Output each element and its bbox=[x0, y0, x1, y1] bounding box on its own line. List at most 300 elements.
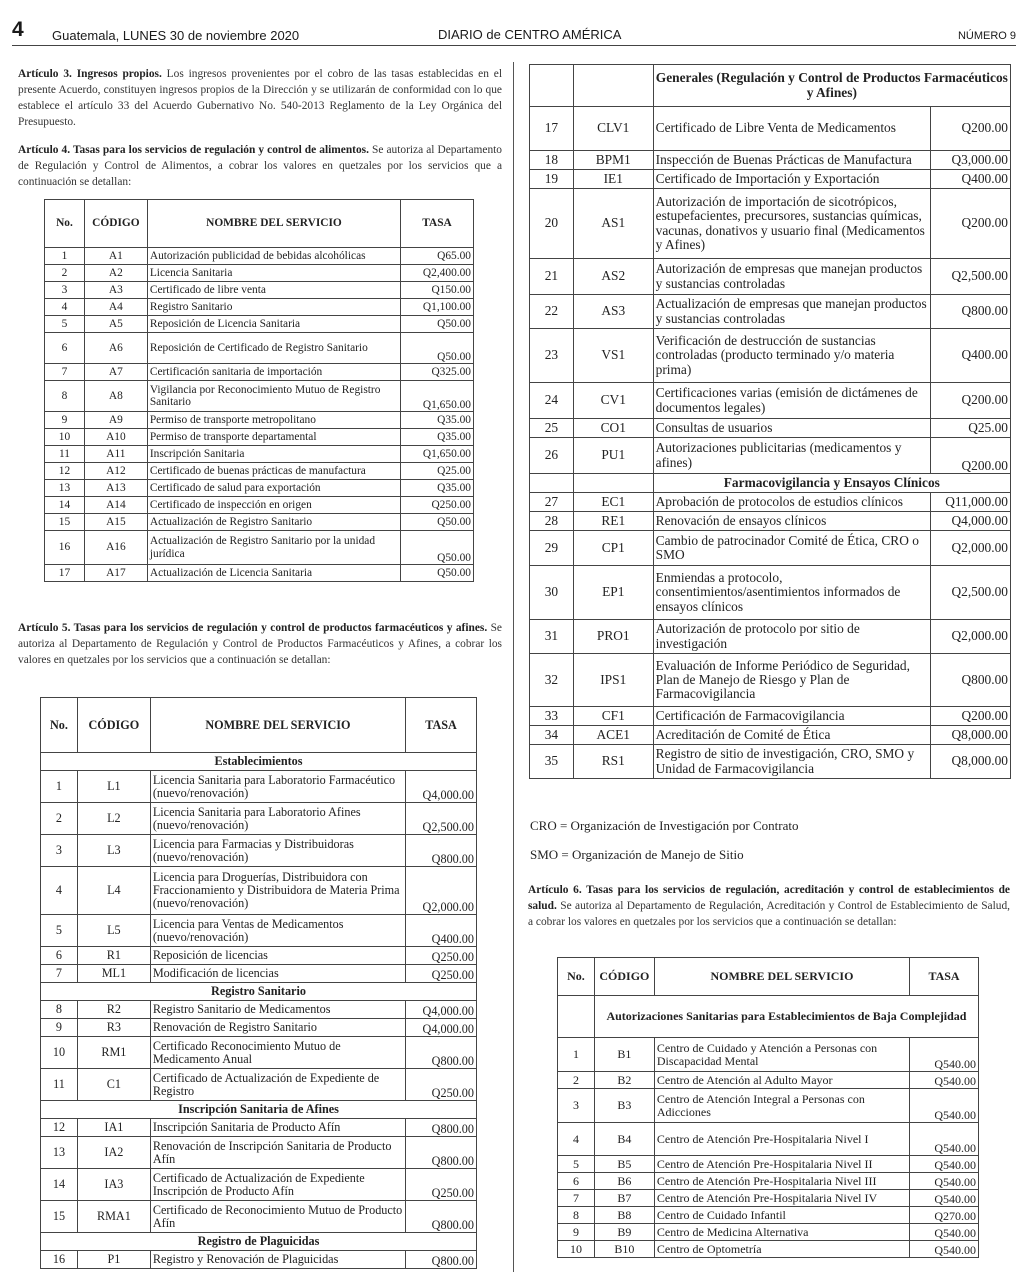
service-code: PU1 bbox=[573, 438, 653, 474]
row-number: 7 bbox=[45, 364, 85, 381]
service-code: BPM1 bbox=[573, 151, 653, 170]
row-number: 25 bbox=[530, 419, 574, 438]
service-name: Centro de Cuidado Infantil bbox=[654, 1207, 909, 1224]
service-fee: Q400.00 bbox=[406, 915, 477, 947]
table-row bbox=[41, 1201, 477, 1233]
service-name: Renovación de ensayos clínicos bbox=[653, 512, 930, 531]
service-name: Cambio de patrocinador Comité de Ética, CRO o SMO bbox=[653, 531, 930, 566]
service-fee: Q1,650.00 bbox=[401, 381, 474, 412]
service-fee: Q800.00 bbox=[406, 1037, 477, 1069]
row-number: 11 bbox=[45, 446, 85, 463]
section-row bbox=[530, 474, 1011, 493]
service-fee: Q2,500.00 bbox=[931, 566, 1011, 620]
article-3-title: Artículo 3. Ingresos propios. bbox=[18, 68, 162, 80]
service-code: B9 bbox=[594, 1224, 654, 1241]
row-number: 15 bbox=[41, 1201, 78, 1233]
service-fee: Q540.00 bbox=[910, 1156, 979, 1173]
row-number: 20 bbox=[530, 189, 574, 259]
service-fee: Q35.00 bbox=[401, 412, 474, 429]
table-row bbox=[558, 1241, 979, 1258]
table-row bbox=[45, 480, 474, 497]
row-number: 7 bbox=[41, 965, 78, 983]
article-5 bbox=[18, 620, 502, 668]
service-name: Certificación sanitaria de importación bbox=[147, 364, 400, 381]
service-name: Aprobación de protocolos de estudios clínicos bbox=[653, 493, 930, 512]
article-4 bbox=[18, 142, 502, 190]
table-row bbox=[530, 707, 1011, 726]
col-header-no: No. bbox=[45, 200, 85, 248]
service-code: B3 bbox=[594, 1089, 654, 1123]
section-row bbox=[41, 753, 477, 771]
service-fee: Q4,000.00 bbox=[406, 1001, 477, 1019]
service-code: P1 bbox=[77, 1251, 150, 1269]
service-fee: Q800.00 bbox=[406, 1201, 477, 1233]
service-code: A17 bbox=[84, 565, 147, 582]
row-number: 2 bbox=[45, 265, 85, 282]
service-name: Centro de Cuidado y Atención a Personas con Discapacidad Mental bbox=[654, 1038, 909, 1072]
service-name: Verificación de destrucción de sustancias controladas (producto terminado y/o materia prima) bbox=[653, 329, 930, 383]
row-number: 5 bbox=[41, 915, 78, 947]
table-row bbox=[530, 745, 1011, 779]
service-fee: Q8,000.00 bbox=[931, 726, 1011, 745]
table-row bbox=[41, 1019, 477, 1037]
service-fee: Q200.00 bbox=[931, 383, 1011, 419]
service-fee: Q800.00 bbox=[406, 1251, 477, 1269]
service-code: RE1 bbox=[573, 512, 653, 531]
service-code: AS2 bbox=[573, 259, 653, 295]
service-code: ACE1 bbox=[573, 726, 653, 745]
section-title-low-complexity: Autorizaciones Sanitarias para Establecimientos de Baja Complejidad bbox=[594, 996, 978, 1038]
service-code: RS1 bbox=[573, 745, 653, 779]
row-number: 17 bbox=[530, 107, 574, 151]
row-number: 5 bbox=[45, 316, 85, 333]
row-number: 10 bbox=[558, 1241, 595, 1258]
service-name: Licencia Sanitaria para Laboratorio Afines (nuevo/renovación) bbox=[150, 803, 405, 835]
service-fee: Q325.00 bbox=[401, 364, 474, 381]
service-code: R1 bbox=[77, 947, 150, 965]
service-name: Actualización de Registro Sanitario por la unidad jurídica bbox=[147, 531, 400, 565]
service-fee: Q2,500.00 bbox=[931, 259, 1011, 295]
row-number: 6 bbox=[41, 947, 78, 965]
table-row bbox=[530, 107, 1011, 151]
service-fee: Q50.00 bbox=[401, 514, 474, 531]
table-row bbox=[41, 915, 477, 947]
service-name: Registro Sanitario de Medicamentos bbox=[150, 1001, 405, 1019]
table-row bbox=[558, 1123, 979, 1156]
note-smo: SMO = Organización de Manejo de Sitio bbox=[530, 847, 744, 862]
service-fee: Q800.00 bbox=[406, 1137, 477, 1169]
service-fee: Q150.00 bbox=[401, 282, 474, 299]
row-number: 35 bbox=[530, 745, 574, 779]
service-fee: Q800.00 bbox=[931, 295, 1011, 329]
table-row bbox=[558, 1089, 979, 1123]
service-name: Reposición de Certificado de Registro Sanitario bbox=[147, 333, 400, 364]
row-number: 19 bbox=[530, 170, 574, 189]
service-code: A10 bbox=[84, 429, 147, 446]
service-name: Centro de Atención Pre-Hospitalaria Nivel I bbox=[654, 1123, 909, 1156]
service-name: Licencia Sanitaria para Laboratorio Farmacéutico (nuevo/renovación) bbox=[150, 771, 405, 803]
table-row bbox=[45, 381, 474, 412]
service-fee: Q540.00 bbox=[910, 1038, 979, 1072]
service-name: Licencia para Farmacias y Distribuidoras (nuevo/renovación) bbox=[150, 835, 405, 867]
service-name: Certificado de Importación y Exportación bbox=[653, 170, 930, 189]
row-number: 10 bbox=[41, 1037, 78, 1069]
article-6-title: Artículo 6. Tasas para los servicios de regulación, acreditación y control de establecimientos de salud. bbox=[528, 884, 1010, 912]
service-fee: Q540.00 bbox=[910, 1089, 979, 1123]
service-name: Certificado de inspección en origen bbox=[147, 497, 400, 514]
service-name: Certificado de libre venta bbox=[147, 282, 400, 299]
row-number: 14 bbox=[45, 497, 85, 514]
service-code: CLV1 bbox=[573, 107, 653, 151]
row-number: 9 bbox=[45, 412, 85, 429]
service-fee: Q540.00 bbox=[910, 1241, 979, 1258]
service-code: CV1 bbox=[573, 383, 653, 419]
table-row bbox=[558, 1207, 979, 1224]
section-row bbox=[41, 1233, 477, 1251]
table-row bbox=[530, 493, 1011, 512]
service-code: A8 bbox=[84, 381, 147, 412]
service-code: A4 bbox=[84, 299, 147, 316]
table-row bbox=[41, 1037, 477, 1069]
row-number: 32 bbox=[530, 654, 574, 707]
service-fee: Q50.00 bbox=[401, 316, 474, 333]
service-code: A6 bbox=[84, 333, 147, 364]
col-header-fee: TASA bbox=[910, 958, 979, 996]
row-number: 10 bbox=[45, 429, 85, 446]
service-name: Actualización de Registro Sanitario bbox=[147, 514, 400, 531]
service-code: A1 bbox=[84, 248, 147, 265]
table-row bbox=[41, 1119, 477, 1137]
service-name: Centro de Atención Integral a Personas con Adicciones bbox=[654, 1089, 909, 1123]
service-fee: Q250.00 bbox=[406, 947, 477, 965]
pharma-fees-table bbox=[40, 697, 477, 1269]
page-header bbox=[0, 0, 1028, 44]
service-code: L2 bbox=[77, 803, 150, 835]
row-number: 3 bbox=[558, 1089, 595, 1123]
service-fee: Q800.00 bbox=[406, 1119, 477, 1137]
service-fee: Q3,000.00 bbox=[931, 151, 1011, 170]
service-name: Enmiendas a protocolo, consentimientos/asentimientos informados de ensayos clínicos bbox=[653, 566, 930, 620]
table-row bbox=[41, 835, 477, 867]
service-fee: Q2,000.00 bbox=[931, 531, 1011, 566]
service-fee: Q2,000.00 bbox=[931, 620, 1011, 654]
service-code: B4 bbox=[594, 1123, 654, 1156]
article-5-text: Se autoriza al Departamento de Regulación y Control de Productos Farmacéuticos y Afines, a cobrar los valores en quetzales por los servicios que a continuación se detallan: bbox=[18, 622, 502, 666]
row-number: 4 bbox=[45, 299, 85, 316]
service-code: A5 bbox=[84, 316, 147, 333]
article-3 bbox=[18, 66, 502, 130]
service-fee: Q400.00 bbox=[931, 170, 1011, 189]
service-name: Autorizaciones publicitarias (medicamentos y afines) bbox=[653, 438, 930, 474]
row-number: 23 bbox=[530, 329, 574, 383]
table-row bbox=[45, 412, 474, 429]
table-row bbox=[558, 1156, 979, 1173]
service-name: Renovación de Inscripción Sanitaria de Producto Afín bbox=[150, 1137, 405, 1169]
service-code: A2 bbox=[84, 265, 147, 282]
page-number: 4 bbox=[12, 18, 24, 41]
row-number: 27 bbox=[530, 493, 574, 512]
table-row bbox=[558, 1038, 979, 1072]
row-number: 12 bbox=[45, 463, 85, 480]
service-code: A16 bbox=[84, 531, 147, 565]
service-fee: Q200.00 bbox=[931, 107, 1011, 151]
service-code: RMA1 bbox=[77, 1201, 150, 1233]
service-fee: Q200.00 bbox=[931, 189, 1011, 259]
service-fee: Q65.00 bbox=[401, 248, 474, 265]
service-name: Autorización publicidad de bebidas alcohólicas bbox=[147, 248, 400, 265]
row-number: 6 bbox=[558, 1173, 595, 1190]
service-code: VS1 bbox=[573, 329, 653, 383]
service-code: L3 bbox=[77, 835, 150, 867]
article-6 bbox=[528, 882, 1010, 930]
service-name: Reposición de licencias bbox=[150, 947, 405, 965]
service-name: Centro de Medicina Alternativa bbox=[654, 1224, 909, 1241]
service-code: B6 bbox=[594, 1173, 654, 1190]
row-number: 30 bbox=[530, 566, 574, 620]
section-title: Establecimientos bbox=[41, 753, 477, 771]
service-fee: Q1,650.00 bbox=[401, 446, 474, 463]
section-title: Registro de Plaguicidas bbox=[41, 1233, 477, 1251]
health-establishments-fees-table bbox=[557, 957, 979, 1258]
table-row bbox=[530, 329, 1011, 383]
row-number: 1 bbox=[41, 771, 78, 803]
service-name: Certificado de Libre Venta de Medicamentos bbox=[653, 107, 930, 151]
service-code: B2 bbox=[594, 1072, 654, 1089]
row-number: 16 bbox=[45, 531, 85, 565]
issue-date: Guatemala, LUNES 30 de noviembre 2020 bbox=[52, 28, 300, 43]
table-row bbox=[45, 248, 474, 265]
service-code: B8 bbox=[594, 1207, 654, 1224]
row-number: 8 bbox=[41, 1001, 78, 1019]
service-name: Actualización de Licencia Sanitaria bbox=[147, 565, 400, 582]
col-header-no: No. bbox=[558, 958, 595, 996]
service-name: Licencia para Droguerías, Distribuidora con Fraccionamiento y Distribuidora de Materia Prima (nuevo/renovación) bbox=[150, 867, 405, 915]
service-name: Centro de Atención Pre-Hospitalaria Nivel III bbox=[654, 1173, 909, 1190]
table-row bbox=[45, 463, 474, 480]
section-title: Registro Sanitario bbox=[41, 983, 477, 1001]
header-divider bbox=[12, 45, 1016, 46]
column-divider bbox=[513, 62, 514, 1272]
service-fee: Q2,500.00 bbox=[406, 803, 477, 835]
service-name: Inscripción Sanitaria bbox=[147, 446, 400, 463]
article-5-title: Artículo 5. Tasas para los servicios de regulación y control de productos farmacéuticos y afines. bbox=[18, 622, 488, 634]
service-code: CF1 bbox=[573, 707, 653, 726]
table-row bbox=[41, 771, 477, 803]
row-number: 8 bbox=[558, 1207, 595, 1224]
service-fee: Q4,000.00 bbox=[931, 512, 1011, 531]
table-row bbox=[41, 1251, 477, 1269]
service-code: IPS1 bbox=[573, 654, 653, 707]
table-row bbox=[530, 620, 1011, 654]
row-number: 18 bbox=[530, 151, 574, 170]
service-code: IA2 bbox=[77, 1137, 150, 1169]
col-header-code: CÓDIGO bbox=[84, 200, 147, 248]
table-row bbox=[530, 566, 1011, 620]
service-fee: Q25.00 bbox=[401, 463, 474, 480]
article-6-text: Se autoriza al Departamento de Regulación, Acreditación y Control de Establecimiento de Salud, a cobrar los valores en quetzales por los servicios que a continuación se detallan: bbox=[528, 900, 1010, 928]
col-header-code: CÓDIGO bbox=[594, 958, 654, 996]
row-number: 22 bbox=[530, 295, 574, 329]
service-fee: Q540.00 bbox=[910, 1173, 979, 1190]
section-title-general: Generales (Regulación y Control de Productos Farmacéuticos y Afines) bbox=[653, 65, 1010, 107]
service-fee: Q50.00 bbox=[401, 333, 474, 364]
row-number: 9 bbox=[558, 1224, 595, 1241]
service-name: Vigilancia por Reconocimiento Mutuo de Registro Sanitario bbox=[147, 381, 400, 412]
service-name: Autorización de empresas que manejan productos y sustancias controladas bbox=[653, 259, 930, 295]
service-code: A12 bbox=[84, 463, 147, 480]
table-row bbox=[45, 514, 474, 531]
table-row bbox=[530, 295, 1011, 329]
col-header-fee: TASA bbox=[401, 200, 474, 248]
food-fees-table bbox=[44, 199, 474, 582]
table-row bbox=[530, 512, 1011, 531]
row-number: 1 bbox=[558, 1038, 595, 1072]
section-row bbox=[41, 983, 477, 1001]
service-code: CP1 bbox=[573, 531, 653, 566]
table-row bbox=[45, 497, 474, 514]
service-fee: Q270.00 bbox=[910, 1207, 979, 1224]
table-row bbox=[45, 299, 474, 316]
service-name: Registro Sanitario bbox=[147, 299, 400, 316]
table-row bbox=[558, 1224, 979, 1241]
pharma-general-fees-table bbox=[529, 64, 1011, 779]
service-code: IE1 bbox=[573, 170, 653, 189]
row-number: 33 bbox=[530, 707, 574, 726]
row-number: 34 bbox=[530, 726, 574, 745]
service-fee: Q2,000.00 bbox=[406, 867, 477, 915]
service-code: RM1 bbox=[77, 1037, 150, 1069]
row-number: 26 bbox=[530, 438, 574, 474]
row-number: 13 bbox=[45, 480, 85, 497]
service-code: PRO1 bbox=[573, 620, 653, 654]
service-name: Certificado de Actualización de Expediente Inscripción de Producto Afín bbox=[150, 1169, 405, 1201]
col-header-code: CÓDIGO bbox=[77, 698, 150, 753]
row-number: 6 bbox=[45, 333, 85, 364]
service-name: Permiso de transporte metropolitano bbox=[147, 412, 400, 429]
service-fee: Q200.00 bbox=[931, 707, 1011, 726]
section-title: Farmacovigilancia y Ensayos Clínicos bbox=[653, 474, 1010, 493]
table-row bbox=[530, 383, 1011, 419]
service-fee: Q50.00 bbox=[401, 531, 474, 565]
service-name: Centro de Atención Pre-Hospitalaria Nivel IV bbox=[654, 1190, 909, 1207]
service-code: A9 bbox=[84, 412, 147, 429]
service-name: Certificaciones varias (emisión de dictámenes de documentos legales) bbox=[653, 383, 930, 419]
row-number: 24 bbox=[530, 383, 574, 419]
service-fee: Q540.00 bbox=[910, 1072, 979, 1089]
table-row bbox=[530, 189, 1011, 259]
table-row bbox=[41, 947, 477, 965]
service-code: L4 bbox=[77, 867, 150, 915]
service-name: Consultas de usuarios bbox=[653, 419, 930, 438]
service-name: Inspección de Buenas Prácticas de Manufactura bbox=[653, 151, 930, 170]
service-code: L1 bbox=[77, 771, 150, 803]
table-row bbox=[45, 364, 474, 381]
service-fee: Q25.00 bbox=[931, 419, 1011, 438]
table-row bbox=[41, 867, 477, 915]
service-name: Autorización de importación de sicotrópicos, estupefacientes, precursores, sustancias químicas, vacunas, donativos y usuario final (Medicamentos y Afines) bbox=[653, 189, 930, 259]
table-row bbox=[530, 438, 1011, 474]
service-name: Centro de Atención al Adulto Mayor bbox=[654, 1072, 909, 1089]
row-number: 9 bbox=[41, 1019, 78, 1037]
service-name: Renovación de Registro Sanitario bbox=[150, 1019, 405, 1037]
table-row bbox=[45, 565, 474, 582]
col-header-service: NOMBRE DEL SERVICIO bbox=[150, 698, 405, 753]
table-row bbox=[530, 419, 1011, 438]
note-cro: CRO = Organización de Investigación por Contrato bbox=[530, 818, 799, 833]
service-fee: Q540.00 bbox=[910, 1123, 979, 1156]
issue-number: NÚMERO 9 bbox=[957, 30, 1016, 42]
row-number: 29 bbox=[530, 531, 574, 566]
service-code: IA3 bbox=[77, 1169, 150, 1201]
service-name: Certificado de salud para exportación bbox=[147, 480, 400, 497]
service-fee: Q11,000.00 bbox=[931, 493, 1011, 512]
col-header-no: No. bbox=[41, 698, 78, 753]
service-fee: Q8,000.00 bbox=[931, 745, 1011, 779]
service-fee: Q250.00 bbox=[406, 1169, 477, 1201]
newspaper-name: DIARIO de CENTRO AMÉRICA bbox=[438, 27, 622, 42]
service-fee: Q4,000.00 bbox=[406, 771, 477, 803]
row-number: 1 bbox=[45, 248, 85, 265]
table-row bbox=[41, 1137, 477, 1169]
service-code: AS3 bbox=[573, 295, 653, 329]
table-row bbox=[41, 803, 477, 835]
table-row bbox=[558, 1173, 979, 1190]
service-fee: Q200.00 bbox=[931, 438, 1011, 474]
col-header-service: NOMBRE DEL SERVICIO bbox=[147, 200, 400, 248]
table-row bbox=[41, 1169, 477, 1201]
service-code: IA1 bbox=[77, 1119, 150, 1137]
table-row bbox=[530, 726, 1011, 745]
article-4-title: Artículo 4. Tasas para los servicios de regulación y control de alimentos. bbox=[18, 144, 369, 156]
service-code: ML1 bbox=[77, 965, 150, 983]
row-number: 3 bbox=[41, 835, 78, 867]
service-code: A13 bbox=[84, 480, 147, 497]
table-row bbox=[41, 1001, 477, 1019]
service-code: B7 bbox=[594, 1190, 654, 1207]
service-code: CO1 bbox=[573, 419, 653, 438]
service-code: R2 bbox=[77, 1001, 150, 1019]
row-number: 7 bbox=[558, 1190, 595, 1207]
table-row bbox=[530, 654, 1011, 707]
col-header-service: NOMBRE DEL SERVICIO bbox=[654, 958, 909, 996]
service-fee: Q50.00 bbox=[401, 565, 474, 582]
service-name: Actualización de empresas que manejan productos y sustancias controladas bbox=[653, 295, 930, 329]
service-name: Permiso de transporte departamental bbox=[147, 429, 400, 446]
row-number: 4 bbox=[558, 1123, 595, 1156]
row-number: 8 bbox=[45, 381, 85, 412]
section-title: Inscripción Sanitaria de Afines bbox=[41, 1101, 477, 1119]
table-row bbox=[530, 259, 1011, 295]
row-number: 2 bbox=[41, 803, 78, 835]
service-code: L5 bbox=[77, 915, 150, 947]
service-code: A11 bbox=[84, 446, 147, 463]
service-name: Registro de sitio de investigación, CRO, SMO y Unidad de Farmacovigilancia bbox=[653, 745, 930, 779]
service-code: A3 bbox=[84, 282, 147, 299]
service-name: Reposición de Licencia Sanitaria bbox=[147, 316, 400, 333]
service-code: B5 bbox=[594, 1156, 654, 1173]
table-row bbox=[41, 965, 477, 983]
service-name: Acreditación de Comité de Ética bbox=[653, 726, 930, 745]
table-row bbox=[45, 446, 474, 463]
service-fee: Q250.00 bbox=[406, 1069, 477, 1101]
service-code: R3 bbox=[77, 1019, 150, 1037]
row-number: 14 bbox=[41, 1169, 78, 1201]
service-code: EP1 bbox=[573, 566, 653, 620]
article-3-text: Los ingresos provenientes por el cobro de las tasas establecidas en el presente Acuerdo, constituyen ingresos propios de la Dirección y se utilizarán de conformidad con lo que establece el artículo 33 del Acuerdo Gubernativo No. 540-2013 Reglamento de la Ley Orgánica del Presupuesto. bbox=[18, 68, 502, 128]
table-row bbox=[530, 170, 1011, 189]
row-number: 11 bbox=[41, 1069, 78, 1101]
row-number: 3 bbox=[45, 282, 85, 299]
